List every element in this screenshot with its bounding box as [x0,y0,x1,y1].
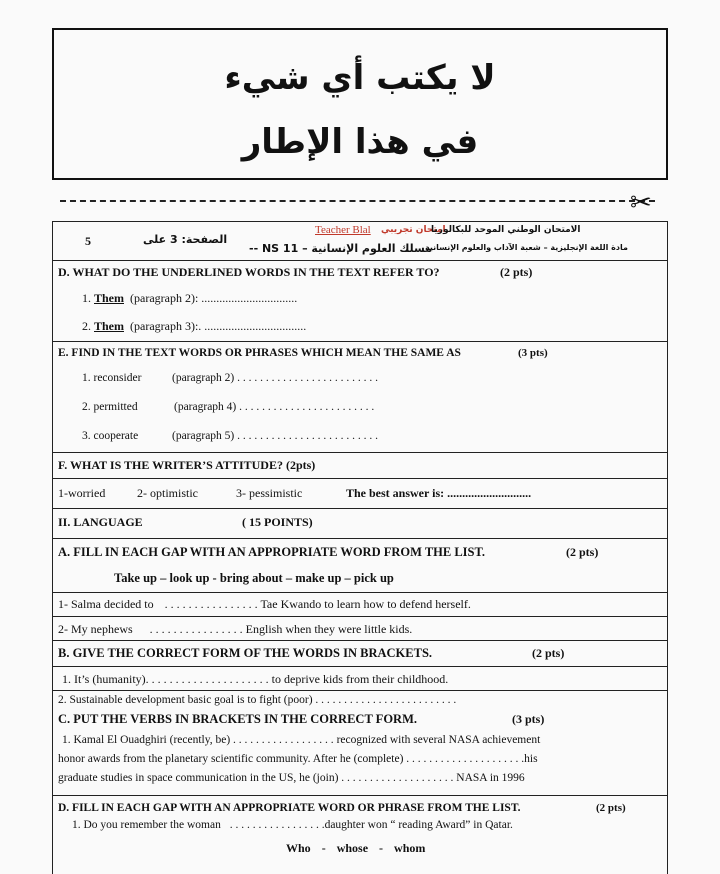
f-option-1: 1-worried [58,486,106,500]
section-a-title: A. FILL IN EACH GAP WITH AN APPROPRIATE WORD FROM THE LIST. [58,545,486,559]
language-points: ( 15 POINTS) [242,515,313,529]
divider [52,690,668,691]
exam-header [52,221,668,261]
d2-options: Who - whose - whom [286,841,426,855]
divider [52,508,668,509]
f-answer-line: The best answer is: ............................ [346,486,532,500]
divider [52,538,668,539]
divider [52,616,668,617]
d-item-2: 2. Them (paragraph 3):. .................................. [82,319,307,333]
e-item-1: 1. reconsider (paragraph 2) . . . . . . . . . . . . . . . . . . . . . . . . . [82,372,379,384]
b-question-1: 1. It’s (humanity). . . . . . . . . . . . . . . . . . . . . to deprive kids from their childhood. [62,672,449,686]
c-line-1: 1. Kamal El Ouadghiri (recently, be) . . . . . . . . . . . . . . . . . . recognized with several NASA achievement [62,734,541,746]
section-d2-points: (2 pts) [596,802,626,814]
section-d-points: (2 pts) [500,265,533,279]
no-writing-line1: لا يكتب أي شيء [224,58,496,98]
divider [52,478,668,479]
no-writing-line2: في هذا الإطار [241,122,479,162]
d2-question-1: 1. Do you remember the woman . . . . . . . . . . . . . . . . .daughter won “ reading Award” in Qatar. [72,819,513,831]
a-question-1: 1- Salma decided to . . . . . . . . . . . . . . . . Tae Kwando to learn how to defend herself. [58,597,471,611]
section-b-title: B. GIVE THE CORRECT FORM OF THE WORDS IN BRACKETS. [58,646,433,660]
exam-type: امتحان تجريبي [381,225,446,235]
b-question-2: 2. Sustainable development basic goal is to fight (poor) . . . . . . . . . . . . . . . . . . . . . . . . . [58,694,457,706]
exam-stream: مسلك العلوم الإنسانية – NS 11 -- [249,242,433,255]
divider [52,452,668,453]
section-e-title: E. FIND IN THE TEXT WORDS OR PHRASES WHICH MEAN THE SAME AS [58,347,461,359]
divider [52,640,668,641]
divider [52,795,668,796]
no-writing-box [52,28,668,180]
a-question-2: 2- My nephews . . . . . . . . . . . . . . . . English when they were little kids. [58,622,413,636]
f-option-3: 3- pessimistic [236,486,303,500]
section-e-points: (3 pts) [518,347,548,359]
e-item-3: 3. cooperate (paragraph 5) . . . . . . . . . . . . . . . . . . . . . . . . . [82,430,379,442]
word-list: Take up – look up - bring about – make up – pick up [114,571,394,585]
exam-subject: مادة اللغة الإنجليزية – شعبة الآداب والعلوم الإنسانية [425,243,628,252]
section-f-title: F. WHAT IS THE WRITER’S ATTITUDE? (2pts) [58,458,316,472]
divider [52,341,668,342]
exam-title: الامتحان الوطني الموحد للبكالوريا [431,225,581,235]
d-item-1: 1. Them (paragraph 2): ................................ [82,291,298,305]
teacher-name: Teacher Blal [315,224,371,236]
f-option-2: 2- optimistic [137,486,198,500]
section-d2-title: D. FILL IN EACH GAP WITH AN APPROPRIATE WORD OR PHRASE FROM THE LIST. [58,802,521,814]
c-line-2: honor awards from the planetary scientific community. After he (complete) . . . . . . . . . . . . . . . . . . . . .his [58,753,538,765]
divider [52,592,668,593]
section-d-title: D. WHAT DO THE UNDERLINED WORDS IN THE TEXT REFER TO? [58,265,440,279]
section-c-title: C. PUT THE VERBS IN BRACKETS IN THE CORRECT FORM. [58,712,417,726]
e-item-2: 2. permitted (paragraph 4) . . . . . . . . . . . . . . . . . . . . . . . . [82,401,375,413]
section-c-points: (3 pts) [512,712,545,726]
page-number: 5 [85,234,91,248]
divider [52,666,668,667]
language-title: II. LANGUAGE [58,515,143,529]
section-a-points: (2 pts) [566,545,599,559]
cut-line [60,200,655,202]
page-label: الصفحة: 3 على [143,233,228,246]
scissors-icon: ✂ [630,188,652,218]
section-b-points: (2 pts) [532,646,565,660]
c-line-3: graduate studies in space communication in the US, he (join) . . . . . . . . . . . . . . . . . . . . NASA in 1996 [58,772,525,784]
